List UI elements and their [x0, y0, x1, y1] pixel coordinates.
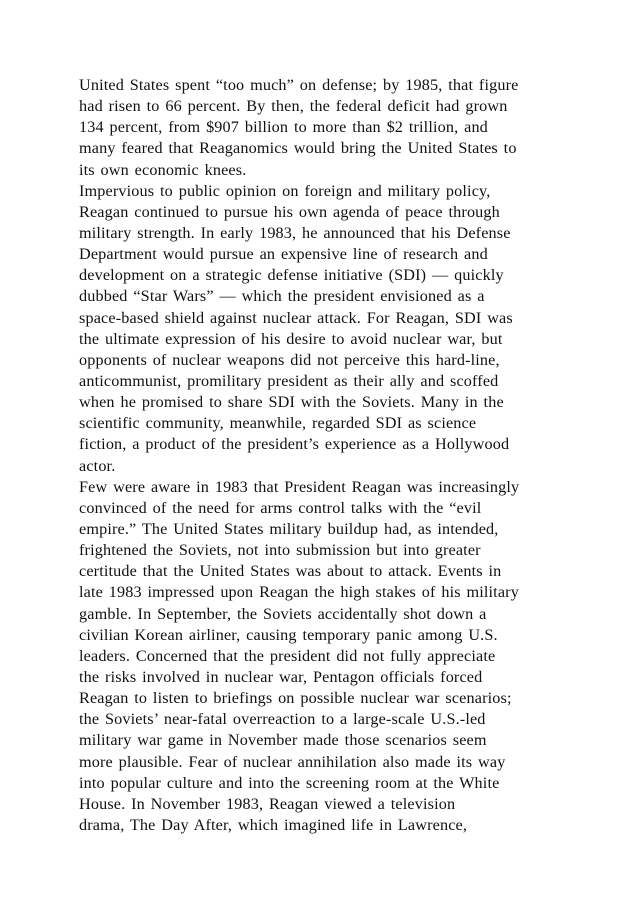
text-line: convinced of the need for arms control talks with the “evil [79, 498, 482, 517]
text-line: gamble. In September, the Soviets accidentally shot down a [79, 604, 487, 623]
text-line: Department would pursue an expensive line of research and [79, 245, 488, 264]
text-line: late 1983 impressed upon Reagan the high stakes of his military [79, 583, 519, 602]
text-line: the ultimate expression of his desire to avoid nuclear war, but [79, 329, 503, 348]
text-line: United States spent “too much” on defense; by 1985, that figure [79, 76, 519, 94]
text-line: when he promised to share SDI with the Soviets. Many in the [79, 393, 504, 412]
text-line: frightened the Soviets, not into submission but into greater [79, 541, 481, 560]
text-line: into popular culture and into the screening room at the White [79, 773, 500, 792]
text-line: space-based shield against nuclear attack. For Reagan, SDI was [79, 308, 513, 327]
text-line: certitude that the United States was about to attack. Events in [79, 562, 502, 581]
text-line: many feared that Reaganomics would bring the United States to [79, 139, 517, 158]
text-line: empire.” The United States military buildup had, as intended, [79, 519, 499, 538]
text-line: Impervious to public opinion on foreign and military policy, [79, 181, 491, 200]
text-line: House. In November 1983, Reagan viewed a television [79, 794, 456, 813]
text-line: actor. [79, 456, 116, 475]
text-line: Reagan to listen to briefings on possible nuclear war scenarios; [79, 689, 512, 708]
text-line: had risen to 66 percent. By then, the federal deficit had grown [79, 97, 508, 116]
text-line: development on a strategic defense initiative (SDI) — quickly [79, 266, 504, 285]
text-line: more plausible. Fear of nuclear annihilation also made its way [79, 752, 506, 771]
text-line: civilian Korean airliner, causing temporary panic among U.S. [79, 625, 498, 644]
text-line: opponents of nuclear weapons did not perceive this hard-line, [79, 350, 500, 369]
text-line: the risks involved in nuclear war, Pentagon officials forced [79, 667, 483, 686]
text-line: Reagan continued to pursue his own agenda of peace through [79, 202, 500, 221]
text-line: dubbed “Star Wars” — which the president envisioned as a [79, 287, 485, 306]
body-text [79, 75, 579, 836]
text-line: its own economic knees. [79, 160, 247, 179]
text-line: drama, The Day After, which imagined life in Lawrence, [79, 815, 468, 834]
text-line: the Soviets’ near-fatal overreaction to a large-scale U.S.-led [79, 710, 486, 729]
text-line: military war game in November made those scenarios seem [79, 731, 487, 750]
text-line: Few were aware in 1983 that President Reagan was increasingly [79, 477, 520, 496]
text-line: scientific community, meanwhile, regarded SDI as science [79, 414, 477, 433]
text-line: fiction, a product of the president’s experience as a Hollywood [79, 435, 510, 454]
text-line: 134 percent, from $907 billion to more than $2 trillion, and [79, 118, 488, 137]
text-line: leaders. Concerned that the president did not fully appreciate [79, 646, 496, 665]
text-line: military strength. In early 1983, he announced that his Defense [79, 223, 511, 242]
text-line: anticommunist, promilitary president as their ally and scoffed [79, 371, 499, 390]
